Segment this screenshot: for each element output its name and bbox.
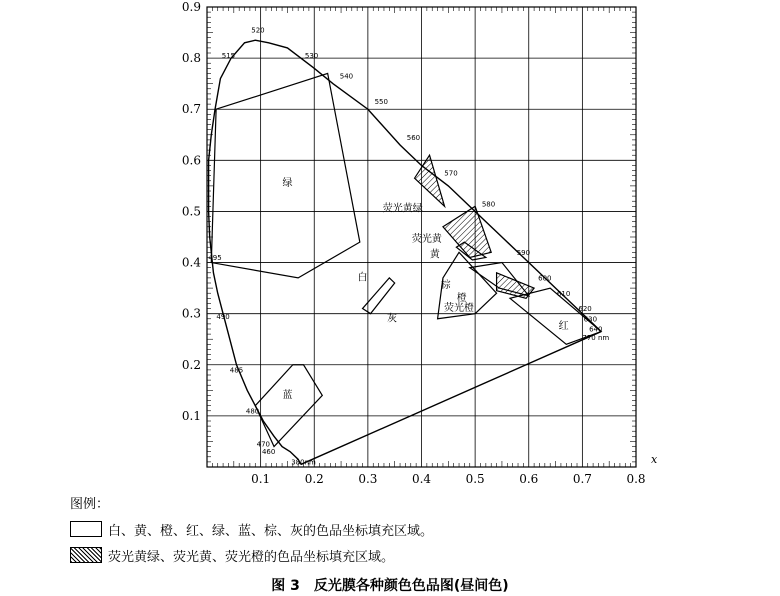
region-label: 黄: [429, 249, 440, 261]
x-tick-label: 0.4: [411, 472, 432, 486]
wavelength-label: 485: [229, 366, 244, 375]
wavelength-label: 470: [256, 440, 270, 449]
y-tick-label: 0.3: [181, 306, 201, 321]
wavelength-label: 580: [481, 200, 496, 209]
region-label: 蓝: [282, 390, 293, 401]
purple-line: [301, 332, 601, 465]
wavelength-label: 460: [261, 448, 276, 457]
figure-caption: 图 3 反光膜各种颜色色品图(昼间色): [271, 578, 509, 594]
region-label: 荧光黄绿: [382, 203, 423, 215]
legend-plain-text: 白、黄、橙、红、绿、蓝、棕、灰的色品坐标填充区域。: [108, 524, 434, 539]
region-plain: [255, 365, 322, 447]
x-tick-label: 0.5: [465, 472, 485, 486]
region-label: 棕: [440, 280, 451, 292]
region-plain: [211, 73, 360, 277]
wavelength-label: 530: [304, 52, 319, 61]
x-tick-label: 0.6: [519, 472, 539, 486]
wavelength-label: 570: [444, 169, 458, 178]
y-tick-label: 0.1: [181, 408, 201, 423]
region-label: 荧光橙: [444, 303, 475, 315]
region-hatched: [443, 206, 491, 257]
spectral-locus: [209, 40, 602, 467]
wavelength-label: 495: [208, 254, 222, 262]
legend-hatched-swatch: [70, 547, 102, 563]
x-axis-label: x: [651, 453, 658, 466]
wavelength-label: 620: [578, 305, 592, 314]
x-tick-label: 0.2: [304, 472, 324, 486]
wavelength-label: 610: [556, 289, 571, 298]
y-tick-label: 0.2: [181, 357, 201, 372]
y-tick-label: 0.8: [181, 51, 201, 66]
legend-hatched-text: 荧光黄绿、荧光黄、荧光橙的色品坐标填充区域。: [108, 550, 395, 565]
y-tick-label: 0.9: [181, 0, 201, 14]
x-tick-label: 0.8: [626, 472, 646, 486]
y-tick-label: 0.4: [181, 255, 201, 270]
wavelength-label: 490: [216, 312, 230, 321]
wavelength-label: 640: [589, 325, 603, 334]
wavelength-label: 560: [406, 133, 421, 142]
wavelength-label: 540: [339, 72, 354, 81]
y-tick-label: 0.5: [181, 204, 201, 219]
region-label: 红: [558, 321, 569, 332]
wavelength-label: 380nm: [291, 458, 316, 467]
wavelength-label: 515: [221, 52, 236, 61]
x-tick-label: 0.7: [572, 472, 592, 486]
region-label: 白: [357, 272, 368, 284]
x-tick-label: 0.1: [251, 472, 271, 486]
wavelength-label: 480: [245, 407, 260, 416]
region-label: 灰: [387, 313, 398, 325]
wavelength-label: 590: [516, 248, 531, 257]
region-label: 橙: [456, 292, 467, 304]
region-label: 荧光黄: [411, 234, 442, 246]
y-tick-label: 0.7: [181, 102, 201, 117]
wavelength-label: 630: [583, 315, 598, 324]
legend-plain-swatch: [70, 521, 102, 537]
wavelength-label: 550: [374, 98, 388, 107]
y-tick-label: 0.6: [181, 153, 201, 168]
legend-title: 图例：: [70, 497, 110, 512]
wavelength-label: 520: [251, 26, 265, 35]
wavelength-label: 600: [538, 274, 552, 283]
region-label: 绿: [282, 177, 293, 189]
wavelength-label: 770 nm: [582, 334, 610, 343]
x-tick-label: 0.3: [358, 472, 378, 486]
